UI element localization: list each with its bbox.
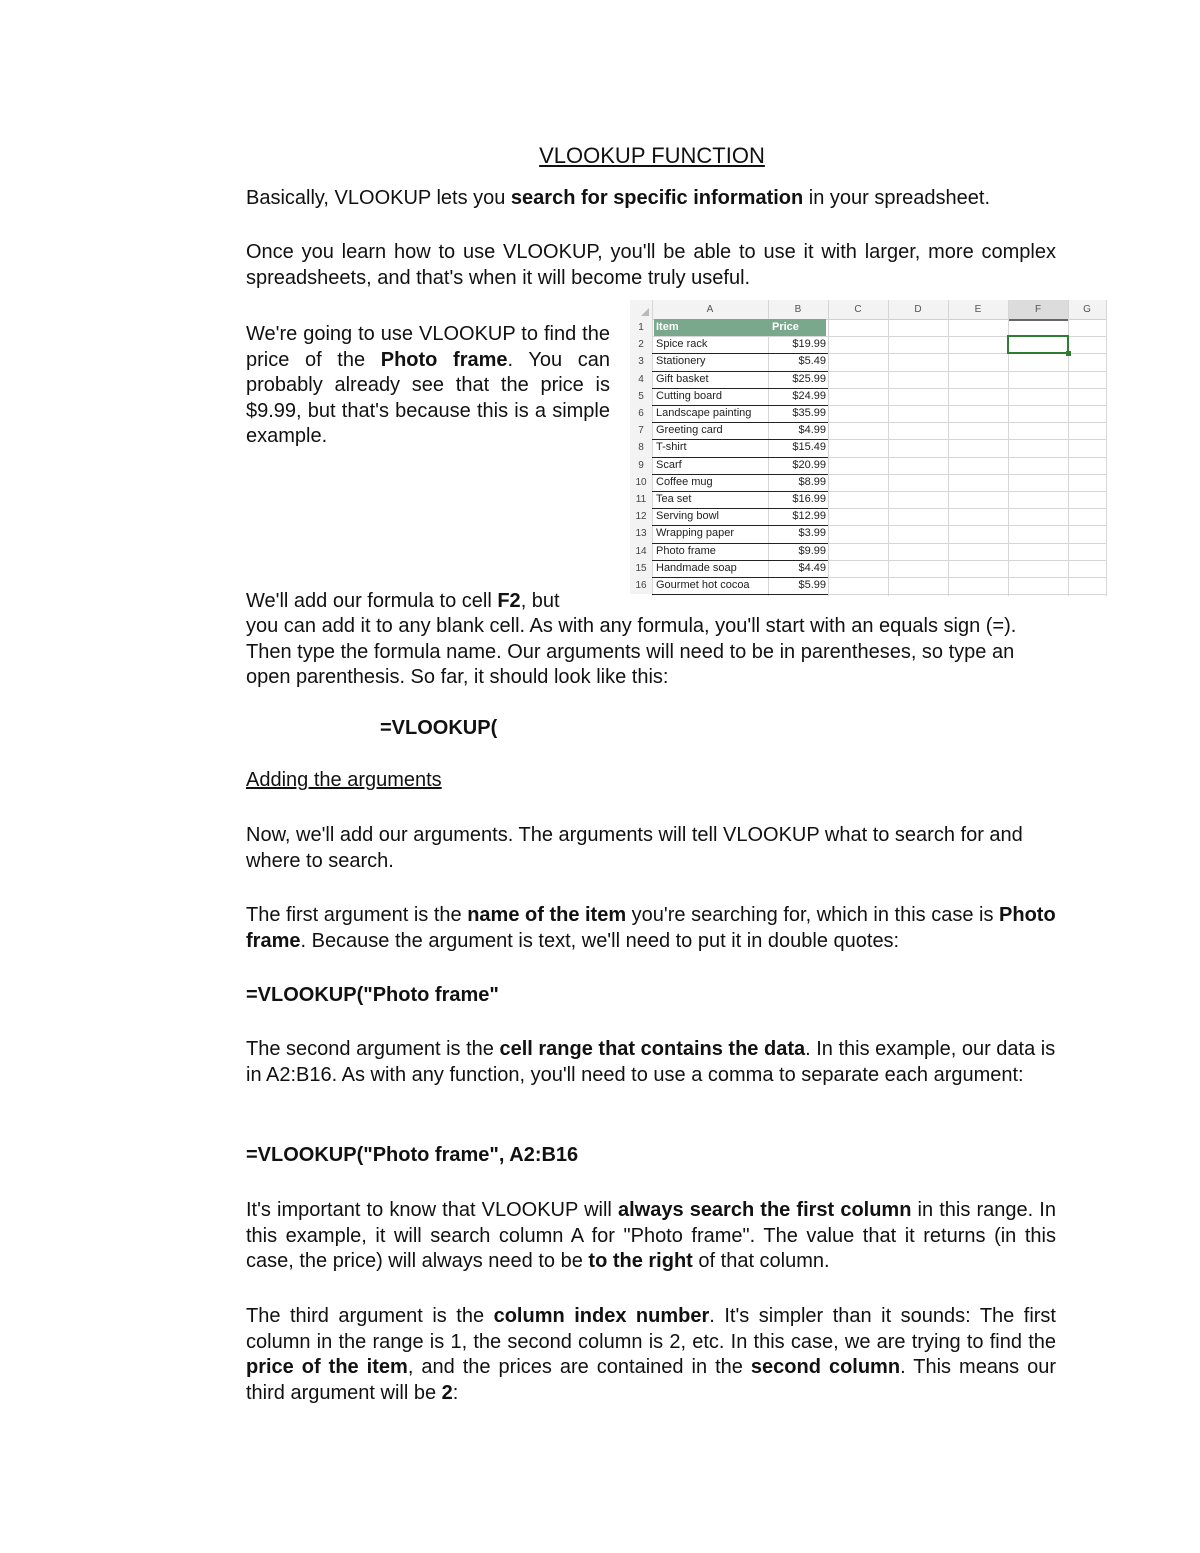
column-header-a: A [652,300,768,320]
bold-text: search for specific information [510,187,804,209]
bold-text: cell range that contains the data [499,1038,806,1060]
bold-text: second column [750,1356,901,1378]
bold-text: always search the first column [617,1199,912,1221]
price-cell: $16.99 [792,493,826,505]
paragraph-any-blank-cell: you can add it to any blank cell. As with any formula, you'll start with an equals sign (=). Then type the formula name. Our arguments will need to be in parentheses, so type an open parenthesis. So far, it should look like this: [246,615,1017,688]
price-cell: $5.99 [798,579,826,591]
row-header: 14 [630,543,652,560]
table-border-line [652,594,828,595]
price-cell: $24.99 [792,389,826,402]
row-header: 9 [630,457,652,474]
row-header: 16 [630,577,652,594]
price-cell: $35.99 [792,407,826,419]
bold-text: Photo frame [380,348,508,371]
column-header-e: E [948,300,1008,320]
text-run: . It's simpler than it sounds: The first column in the range is 1, the second column is 2, etc. In this case, we are trying to find the [246,1305,1056,1353]
row-header: 3 [630,353,652,370]
text-run: , and the prices are contained in the [407,1356,751,1378]
grid-line-vertical [948,300,949,596]
text-run: : [452,1381,459,1404]
item-cell: Handmade soap [656,561,737,574]
row-header: 6 [630,405,652,422]
paragraph-arguments: Now, we'll add our arguments. The arguments will tell VLOOKUP what to search for and where to search. [246,824,1023,872]
price-cell: $15.49 [792,441,826,454]
row-header: 7 [630,422,652,439]
text-run: The second argument is the [246,1038,500,1060]
paragraph-third-argument [246,1304,1056,1406]
bold-text: name of the item [467,904,627,926]
bold-text: column index number [493,1305,710,1327]
item-cell: Coffee mug [656,475,713,488]
paragraph-first-argument [246,903,1066,954]
item-cell: Wrapping paper [656,527,735,540]
text-run: of that column. [692,1250,830,1272]
active-cell-f2 [1007,335,1069,354]
row-header: 2 [630,336,652,353]
item-cell: Cutting board [656,389,723,402]
price-cell: $25.99 [792,372,826,385]
price-cell: $4.99 [798,424,826,437]
item-cell: Gourmet hot cocoa [656,579,750,591]
column-header-f: F [1008,300,1068,321]
text-run: . In this example, our data is in A2:B16. As with any function, you'll need to use a comma to separate each argument: [246,1038,1056,1086]
bold-text: Photo frame [246,904,1056,952]
item-cell: Landscape painting [656,407,752,419]
price-cell: $3.99 [798,527,826,540]
section-heading: Adding the arguments [246,769,442,791]
text-run: . You can probably already see that the price is $9.99, but that's because this is a simple example. [246,348,610,447]
paragraph-photo-frame [246,322,610,450]
item-cell: Gift basket [656,372,709,385]
item-cell: Photo frame [656,544,716,557]
price-cell: $8.99 [798,475,826,488]
row-header: 13 [630,525,652,542]
select-all-corner [630,300,652,320]
item-cell: Stationery [656,355,706,368]
header-cell-item: Item [654,319,768,336]
text-run: . Because the argument is text, we'll need to put it in double quotes: [300,929,900,952]
price-cell: $19.99 [792,338,826,351]
text-run: Basically, VLOOKUP lets you [246,187,511,209]
paragraph-cell-f2 [246,589,606,615]
bold-text: F2 [497,590,521,612]
formula-example-3: =VLOOKUP("Photo frame", A2:B16 [246,1144,579,1166]
spreadsheet-image [630,300,1106,596]
item-cell: Scarf [656,458,682,471]
item-cell: T-shirt [656,441,687,454]
grid-line-vertical [888,300,889,596]
paragraph-larger-spreadsheets: Once you learn how to use VLOOKUP, you'll be able to use it with larger, more complex spreadsheets, and that's when it will become truly useful. [246,241,1056,289]
text-run: you're searching for, which in this case is [626,904,1000,926]
row-header: 10 [630,474,652,491]
row-header: 12 [630,508,652,525]
text-run: We'll add our formula to cell [246,590,498,612]
item-cell: Greeting card [656,424,723,437]
paragraph-first-column [246,1198,1056,1275]
column-header-d: D [888,300,948,320]
text-run: We're going to use VLOOKUP to find the price of the [246,323,610,371]
formula-example-1: =VLOOKUP( [380,717,498,739]
bold-text: price of the item [246,1356,408,1378]
price-cell: $20.99 [792,458,826,471]
row-header: 8 [630,439,652,456]
column-header-c: C [828,300,888,320]
item-cell: Serving bowl [656,510,719,523]
text-run: in your spreadsheet. [803,187,990,209]
row-header: 4 [630,371,652,388]
row-header: 11 [630,491,652,508]
fill-handle [1066,351,1071,356]
text-run: , but [520,590,560,612]
header-cell-price: Price [768,319,826,336]
bold-text: to the right [588,1250,693,1272]
item-cell: Spice rack [656,338,708,351]
text-run: in this range. In this example, it will search column A for "Photo frame". The value that it returns (in this case, the price) will always need to be [246,1199,1056,1272]
price-cell: $5.49 [798,355,826,368]
formula-example-2: =VLOOKUP("Photo frame" [246,984,499,1006]
text-run: It's important to know that VLOOKUP will [246,1199,618,1221]
price-cell: $4.49 [798,561,826,574]
column-header-g: G [1068,300,1106,320]
document-title: VLOOKUP FUNCTION [539,143,765,168]
bold-text: 2 [441,1381,453,1404]
price-cell: $12.99 [792,510,826,523]
intro-paragraph [246,186,1066,212]
row-header: 15 [630,560,652,577]
text-run: The first argument is the [246,904,468,926]
text-run: . This means our third argument will be [246,1356,1056,1404]
grid-line-vertical [828,300,829,596]
grid-line-vertical [1106,300,1107,596]
price-cell: $9.99 [798,544,826,557]
row-header: 1 [630,319,652,336]
text-run: The third argument is the [246,1305,494,1327]
grid-line-vertical [652,300,653,596]
row-header: 5 [630,388,652,405]
column-header-b: B [768,300,828,320]
paragraph-second-argument [246,1037,1058,1088]
item-cell: Tea set [656,493,692,505]
